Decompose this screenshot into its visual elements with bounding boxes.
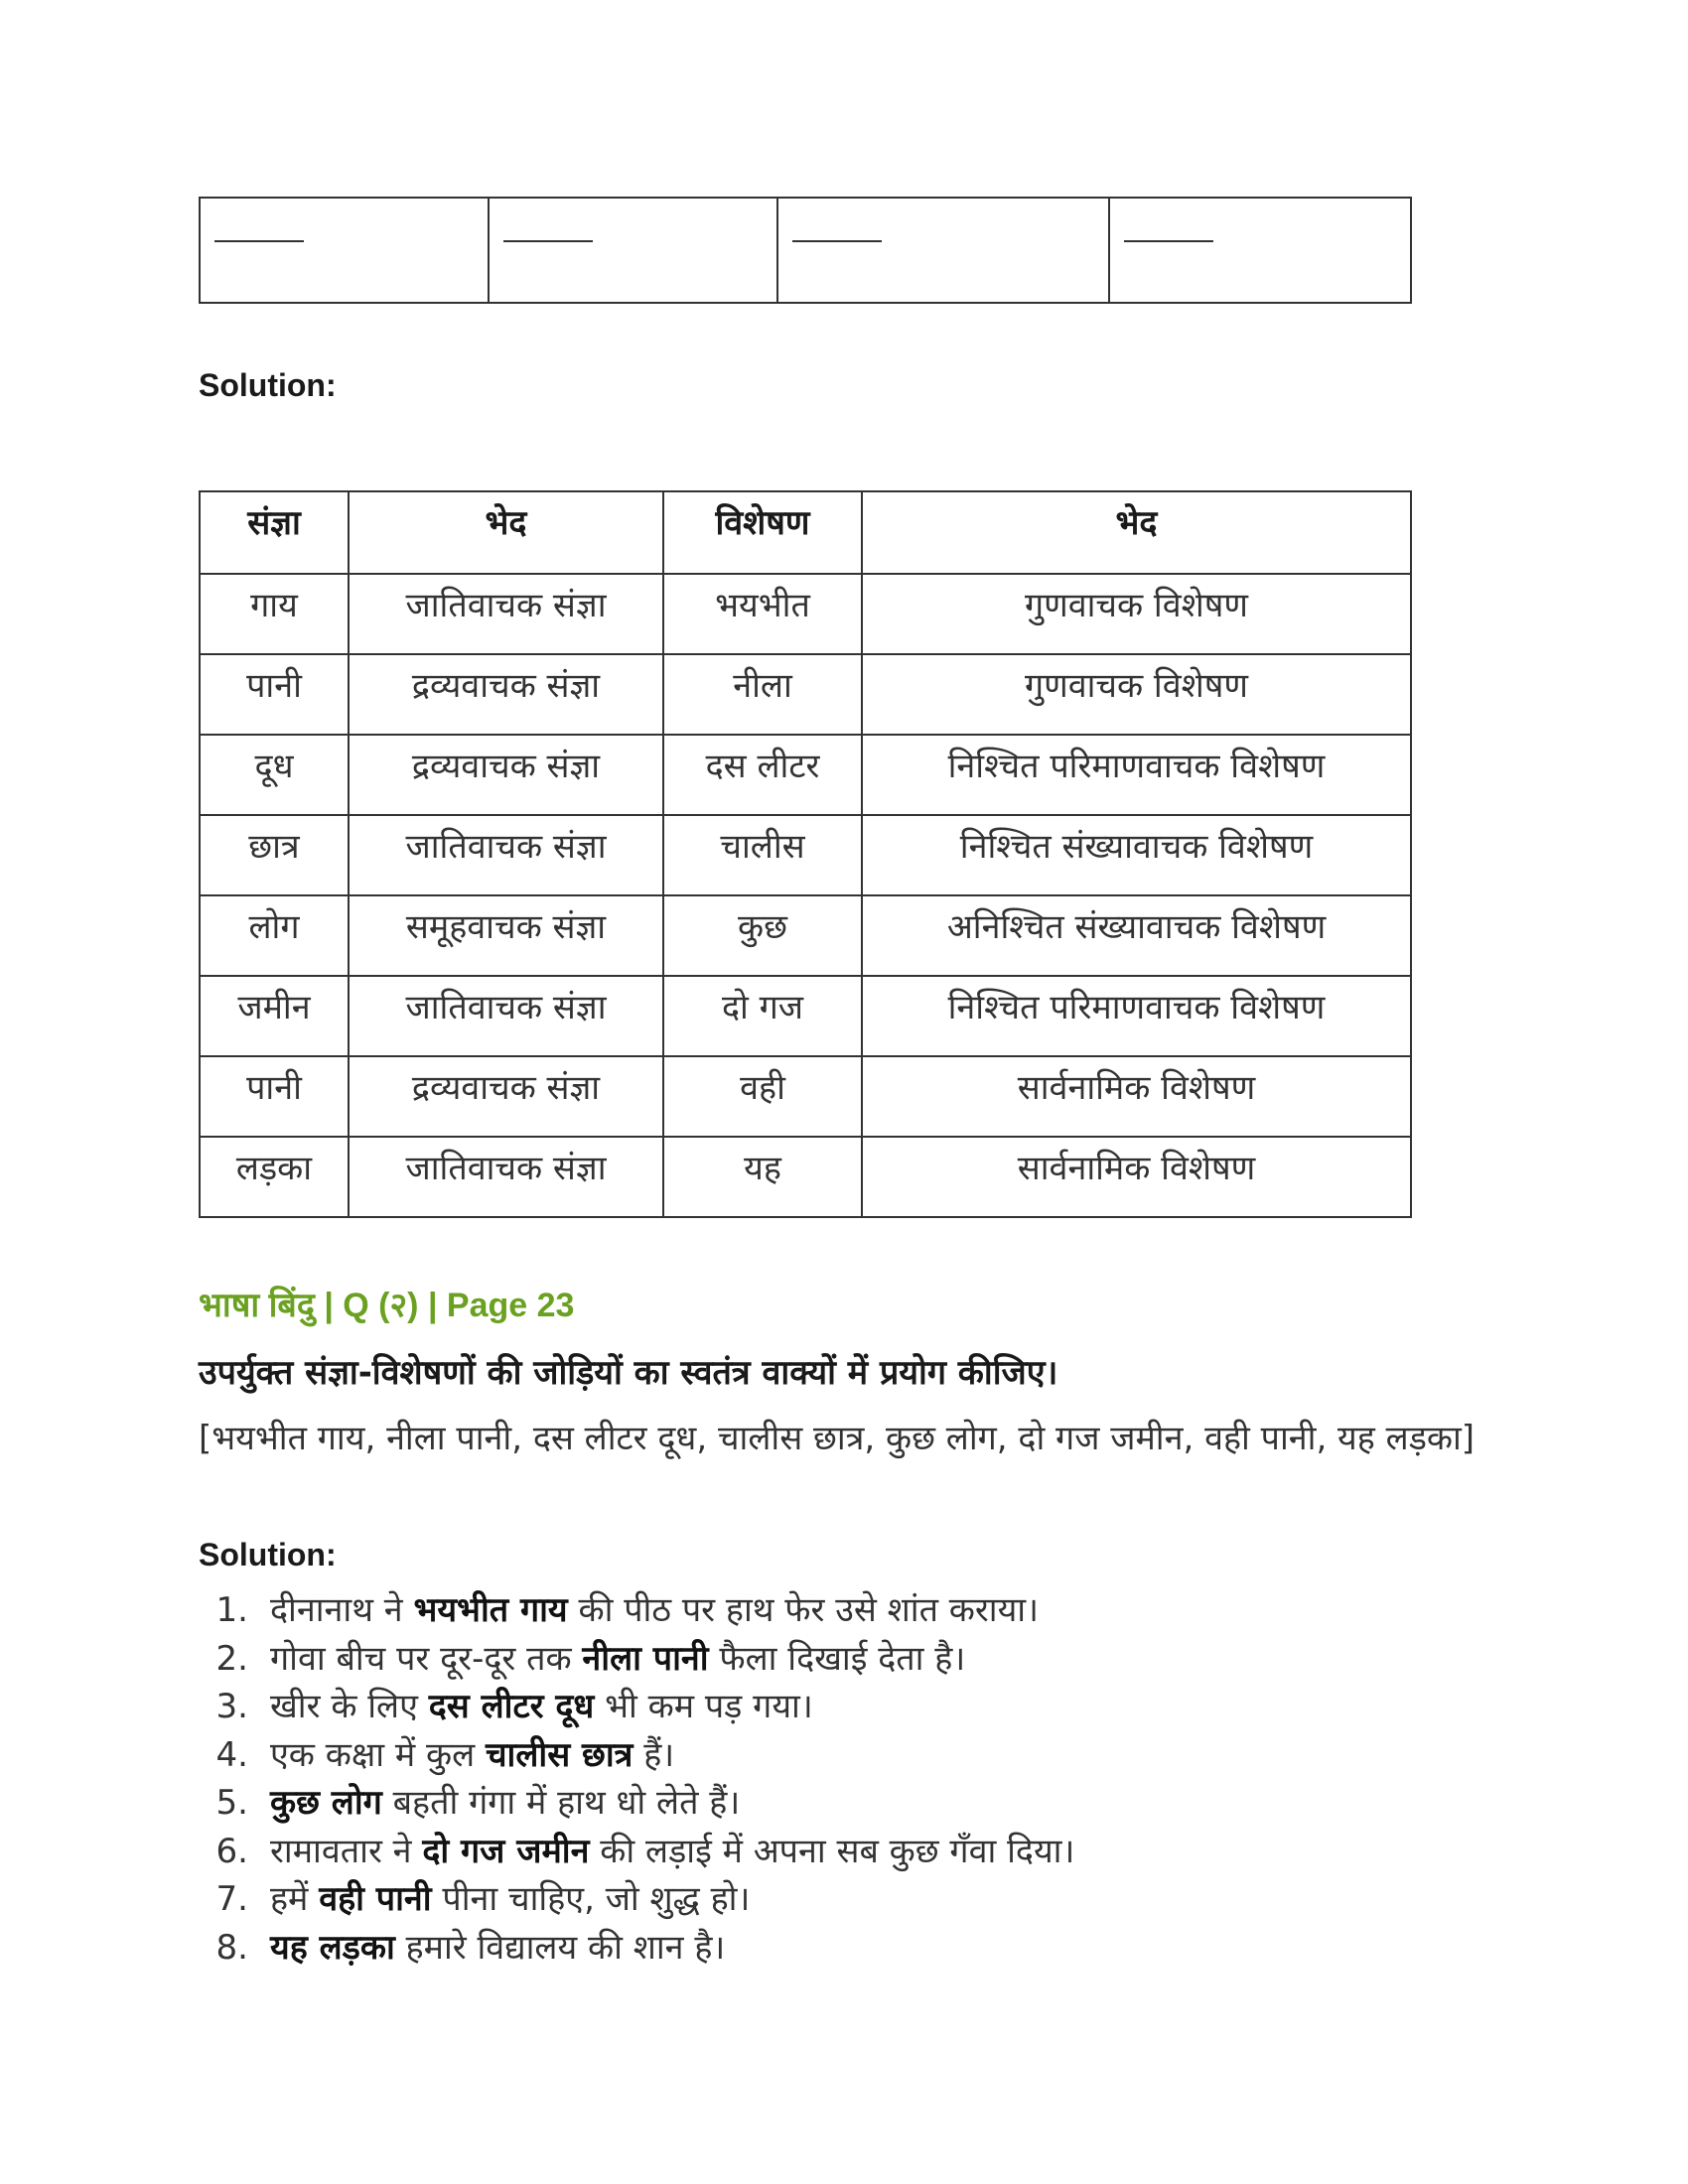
list-number: 6. bbox=[215, 1831, 248, 1871]
sentence-bold-pair: चालीस छात्र bbox=[485, 1734, 633, 1775]
table-cell: द्रव्यवाचक संज्ञा bbox=[349, 654, 663, 735]
sentence-text: रामावतार ने bbox=[270, 1831, 423, 1871]
table-cell: जमीन bbox=[200, 976, 349, 1056]
blank-answer-table bbox=[199, 197, 1412, 304]
table-cell: वही bbox=[663, 1056, 862, 1137]
sentence-text: हमें bbox=[270, 1879, 320, 1919]
blank-row bbox=[200, 198, 1411, 303]
table-cell: गुणवाचक विशेषण bbox=[862, 654, 1411, 735]
list-item bbox=[199, 1586, 1074, 1635]
sentence-text: बहती गंगा में हाथ धो लेते हैं। bbox=[381, 1783, 741, 1823]
blank-cell bbox=[489, 198, 777, 303]
sentence-text: दीनानाथ ने bbox=[270, 1590, 414, 1630]
blank-line bbox=[1124, 240, 1213, 242]
header-cell-sangya: संज्ञा bbox=[200, 491, 349, 574]
table-cell: पानी bbox=[200, 1056, 349, 1137]
sentence-bold-pair: दस लीटर दूध bbox=[428, 1687, 595, 1726]
solution-label: Solution: bbox=[199, 367, 337, 403]
sentence-bold-pair: कुछ लोग bbox=[270, 1783, 382, 1823]
sentence-text: हमारे विद्यालय की शान है। bbox=[394, 1927, 726, 1968]
list-number: 8. bbox=[215, 1927, 248, 1968]
table-cell: चालीस bbox=[663, 815, 862, 895]
blank-cell bbox=[1109, 198, 1411, 303]
table-cell: निश्चित संख्यावाचक विशेषण bbox=[862, 815, 1411, 895]
list-item bbox=[199, 1828, 1074, 1876]
table-cell: नीला bbox=[663, 654, 862, 735]
table-cell: यह bbox=[663, 1137, 862, 1217]
sentence-bold-pair: दो गज जमीन bbox=[422, 1831, 590, 1871]
sentence-bold-pair: वही पानी bbox=[319, 1879, 432, 1919]
sentence-text: भी कम पड़ गया। bbox=[594, 1687, 813, 1726]
sentence-text: फैला दिखाई देता है। bbox=[708, 1638, 966, 1679]
table-row bbox=[200, 654, 1411, 735]
table-cell: निश्चित परिमाणवाचक विशेषण bbox=[862, 735, 1411, 815]
blank-line bbox=[792, 240, 882, 242]
blank-line bbox=[214, 240, 304, 242]
list-number: 2. bbox=[215, 1638, 248, 1679]
list-item bbox=[199, 1731, 1074, 1780]
blank-cell bbox=[777, 198, 1109, 303]
question-text: उपर्युक्त संज्ञा-विशेषणों की जोड़ियों का स्वतंत्र वाक्यों में प्रयोग कीजिए। bbox=[199, 1353, 1058, 1393]
table-cell: अनिश्चित संख्यावाचक विशेषण bbox=[862, 895, 1411, 976]
table-row bbox=[200, 1137, 1411, 1217]
sentence-text: हैं। bbox=[633, 1734, 675, 1775]
table-cell: दो गज bbox=[663, 976, 862, 1056]
list-item bbox=[199, 1924, 1074, 1973]
table-cell: द्रव्यवाचक संज्ञा bbox=[349, 1056, 663, 1137]
section-heading: भाषा बिंदु | Q (२) | Page 23 bbox=[199, 1287, 575, 1324]
table-cell: जातिवाचक संज्ञा bbox=[349, 1137, 663, 1217]
table-cell: लोग bbox=[200, 895, 349, 976]
list-number: 4. bbox=[215, 1734, 248, 1775]
sentence-bold-pair: यह लड़का bbox=[270, 1927, 395, 1968]
table-cell: सार्वनामिक विशेषण bbox=[862, 1137, 1411, 1217]
header-cell-bhed: भेद bbox=[349, 491, 663, 574]
list-number: 3. bbox=[215, 1687, 248, 1726]
table-cell: जातिवाचक संज्ञा bbox=[349, 976, 663, 1056]
sentence-text: गोवा बीच पर दूर-दूर तक bbox=[270, 1638, 583, 1679]
table-row bbox=[200, 895, 1411, 976]
header-cell-bhed: भेद bbox=[862, 491, 1411, 574]
table-cell: पानी bbox=[200, 654, 349, 735]
sentence-text: एक कक्षा में कुल bbox=[270, 1734, 486, 1775]
pairs-list-text: [भयभीत गाय, नीला पानी, दस लीटर दूध, चालीस छात्र, कुछ लोग, दो गज जमीन, वही पानी, यह लड़का] bbox=[199, 1419, 1476, 1458]
header-row bbox=[200, 491, 1411, 574]
table-cell: द्रव्यवाचक संज्ञा bbox=[349, 735, 663, 815]
table-cell: गुणवाचक विशेषण bbox=[862, 574, 1411, 654]
table-cell: जातिवाचक संज्ञा bbox=[349, 815, 663, 895]
table-row bbox=[200, 1056, 1411, 1137]
blank-line bbox=[503, 240, 593, 242]
header-cell-visheshan: विशेषण bbox=[663, 491, 862, 574]
table-cell: भयभीत bbox=[663, 574, 862, 654]
sentence-text: पीना चाहिए, जो शुद्ध हो। bbox=[431, 1879, 751, 1919]
sentence-text: की लड़ाई में अपना सब कुछ गँवा दिया। bbox=[589, 1831, 1075, 1871]
table-row bbox=[200, 574, 1411, 654]
table-cell: दूध bbox=[200, 735, 349, 815]
list-number: 7. bbox=[215, 1879, 248, 1919]
table-cell: जातिवाचक संज्ञा bbox=[349, 574, 663, 654]
table-cell: छात्र bbox=[200, 815, 349, 895]
list-item bbox=[199, 1635, 1074, 1684]
list-item bbox=[199, 1779, 1074, 1828]
table-row bbox=[200, 735, 1411, 815]
sentence-bold-pair: भयभीत गाय bbox=[413, 1590, 568, 1630]
list-item bbox=[199, 1683, 1074, 1731]
table-cell: समूहवाचक संज्ञा bbox=[349, 895, 663, 976]
sentence-text: खीर के लिए bbox=[270, 1687, 429, 1726]
table-row bbox=[200, 976, 1411, 1056]
table-cell: सार्वनामिक विशेषण bbox=[862, 1056, 1411, 1137]
table-cell: दस लीटर bbox=[663, 735, 862, 815]
table-cell: गाय bbox=[200, 574, 349, 654]
list-item bbox=[199, 1875, 1074, 1924]
table-cell: लड़का bbox=[200, 1137, 349, 1217]
answer-table bbox=[199, 490, 1412, 1218]
solution-label: Solution: bbox=[199, 1537, 337, 1572]
table-cell: निश्चित परिमाणवाचक विशेषण bbox=[862, 976, 1411, 1056]
list-number: 1. bbox=[215, 1590, 248, 1630]
blank-cell bbox=[200, 198, 489, 303]
table-cell: कुछ bbox=[663, 895, 862, 976]
solution-sentence-list bbox=[199, 1586, 1074, 1972]
sentence-text: की पीठ पर हाथ फेर उसे शांत कराया। bbox=[567, 1590, 1039, 1630]
sentence-bold-pair: नीला पानी bbox=[582, 1638, 709, 1679]
list-number: 5. bbox=[215, 1783, 248, 1823]
table-row bbox=[200, 815, 1411, 895]
